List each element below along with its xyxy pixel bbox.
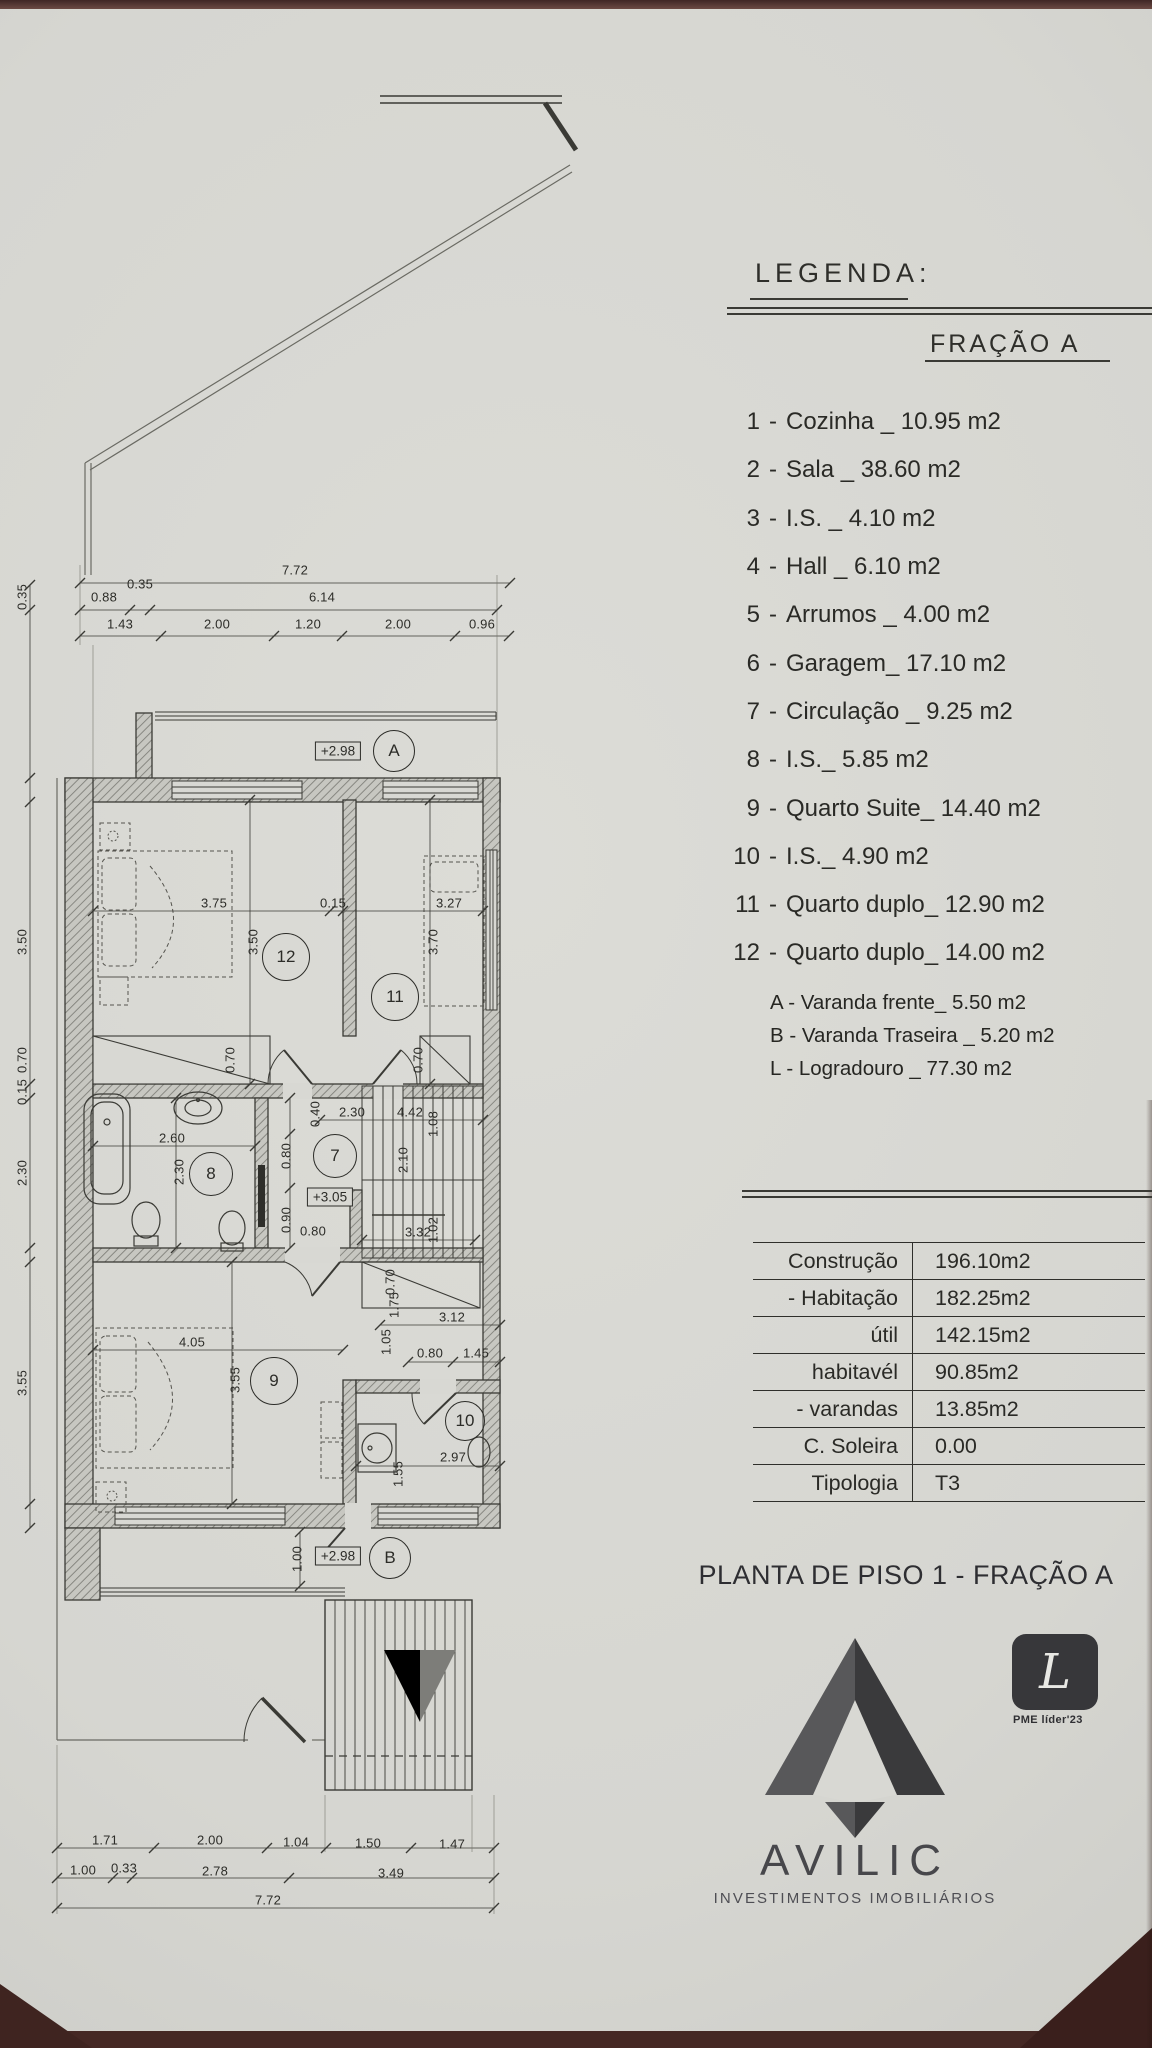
dimension-label: 1.71	[91, 1832, 119, 1848]
pme-lider-badge	[1012, 1634, 1098, 1710]
legend-item: 12 - Quarto duplo_ 14.00 m2	[733, 939, 1045, 967]
dimension-label: 2.30	[338, 1104, 366, 1120]
dimension-label: 1.05	[378, 1328, 394, 1356]
dimension-label: 1.00	[69, 1862, 97, 1878]
logo-tagline: INVESTIMENTOS IMOBILIÁRIOS	[713, 1890, 997, 1907]
dimension-label: 1.08	[425, 1110, 441, 1138]
dimension-label: 2.00	[203, 616, 231, 632]
dimension-label: 2.60	[158, 1130, 186, 1146]
balcony-balustrades	[100, 712, 496, 1596]
fraction-underline	[925, 360, 1110, 362]
areas-table	[753, 1242, 1145, 1502]
legend-rule-1	[727, 307, 1152, 309]
dimension-label: 4.05	[178, 1334, 206, 1350]
dimension-label: 2.78	[201, 1863, 229, 1879]
dimension-label: 3.32	[404, 1224, 432, 1240]
legend-item: 9 - Quarto Suite_ 14.40 m2	[746, 794, 1041, 822]
dimension-lines	[25, 562, 515, 1914]
pme-lider-badge-text: PME líder'23	[1013, 1714, 1083, 1726]
dimension-label: 0.96	[468, 616, 496, 632]
dimension-label: 0.70	[382, 1268, 398, 1296]
dimension-label: 0.15	[319, 895, 347, 911]
dimension-label: 0.80	[416, 1345, 444, 1361]
legend-item: 4 - Hall _ 6.10 m2	[746, 553, 941, 581]
legend-item-list	[712, 398, 1045, 978]
dimension-label: 2.00	[384, 616, 412, 632]
dimension-label: 0.80	[299, 1223, 327, 1239]
dimension-label: 4.42	[396, 1104, 424, 1120]
dimension-label: 0.33	[110, 1860, 138, 1876]
legend-item: 1 - Cozinha _ 10.95 m2	[746, 408, 1001, 436]
dimension-label: 3.75	[200, 895, 228, 911]
gate-top	[380, 96, 576, 150]
sheet-title: PLANTA DE PISO 1 - FRAÇÃO A	[698, 1560, 1114, 1590]
room-number-10: 10	[445, 1401, 485, 1441]
photo-bottom-edge	[0, 2031, 1152, 2048]
elevation-mark: +2.98	[315, 1547, 361, 1566]
elevation-mark: +2.98	[315, 742, 361, 761]
dimension-label: 0.70	[410, 1046, 426, 1074]
areas-table-row: - Habitação 182.25m2	[753, 1279, 1145, 1316]
legend-sub-item-list	[770, 986, 1055, 1085]
legend-sub-item: B - Varanda Traseira _ 5.20 m2	[770, 1023, 1055, 1047]
dimension-label: 2.30	[14, 1159, 30, 1187]
room-number-12: 12	[262, 933, 310, 981]
table-top-rule-1	[742, 1190, 1152, 1192]
dimension-label: 1.50	[354, 1835, 382, 1851]
dimension-label: 0.70	[14, 1046, 30, 1074]
stairs-exterior	[325, 1600, 472, 1790]
room-number-7: 7	[313, 1134, 357, 1178]
dimension-label: 2.00	[196, 1832, 224, 1848]
dimension-label: 1.02	[425, 1216, 441, 1244]
areas-table-row: - varandas 13.85m2	[753, 1390, 1145, 1427]
dimension-label: 0.90	[278, 1206, 294, 1234]
areas-table-row: C. Soleira 0.00	[753, 1427, 1145, 1464]
dimension-label: 7.72	[281, 562, 309, 578]
photo-right-edge-shadow	[1146, 1100, 1152, 2048]
dimension-label: 0.15	[14, 1078, 30, 1106]
dimension-label: 7.72	[254, 1892, 282, 1908]
dimension-label: 0.35	[126, 576, 154, 592]
legend-sub-item: L - Logradouro _ 77.30 m2	[770, 1056, 1012, 1080]
dimension-label: 3.27	[435, 895, 463, 911]
room-number-9: 9	[250, 1357, 298, 1405]
legend-item: 7 - Circulação _ 9.25 m2	[746, 697, 1013, 725]
areas-table-row: habitavél 90.85m2	[753, 1353, 1145, 1390]
dimension-label: 3.12	[438, 1309, 466, 1325]
dimension-label: 2.30	[171, 1158, 187, 1186]
dimension-label: 2.97	[439, 1449, 467, 1465]
legend-rule-2	[727, 313, 1152, 315]
photo-corner-bottom-right	[1020, 1928, 1152, 2048]
dimension-label: 0.88	[90, 589, 118, 605]
dimension-label: 0.35	[14, 583, 30, 611]
room-number-A: A	[373, 730, 415, 772]
dimension-label: 3.50	[14, 928, 30, 956]
dimension-label: 3.55	[14, 1369, 30, 1397]
dimension-label: 0.70	[222, 1046, 238, 1074]
areas-table-row: Construção 196.10m2	[753, 1242, 1145, 1279]
dimension-label: 1.45	[462, 1345, 490, 1361]
dimension-label: 2.10	[395, 1146, 411, 1174]
dimension-label: 1.43	[106, 616, 134, 632]
room-number-11: 11	[371, 973, 419, 1021]
table-top-rule-2	[742, 1196, 1152, 1198]
dimension-label: 3.50	[245, 928, 261, 956]
legend-item: 5 - Arrumos _ 4.00 m2	[746, 601, 991, 629]
wardrobes	[93, 1036, 480, 1308]
photo-corner-bottom-left	[0, 1984, 92, 2048]
dimension-label: 1.75	[386, 1291, 402, 1319]
legend-item: 10 - I.S._ 4.90 m2	[733, 842, 929, 870]
room-number-8: 8	[189, 1152, 233, 1196]
logo-name: AVILIC	[759, 1836, 951, 1885]
legend-item: 2 - Sala _ 38.60 m2	[746, 456, 961, 484]
legend-item: 8 - I.S._ 5.85 m2	[746, 746, 929, 774]
dimension-label: 6.14	[308, 589, 336, 605]
room-number-B: B	[369, 1537, 411, 1579]
dimension-label: 1.04	[282, 1834, 310, 1850]
dimension-label: 3.55	[227, 1366, 243, 1394]
dimension-label: 1.55	[390, 1460, 406, 1488]
legend-title-underline	[750, 298, 908, 300]
dimension-label: 3.70	[425, 928, 441, 956]
dimension-label: 1.20	[294, 616, 322, 632]
legend-item: 6 - Garagem_ 17.10 m2	[746, 649, 1007, 677]
avilic-logo-mark	[740, 1625, 980, 1845]
areas-table-row: útil 142.15m2	[753, 1316, 1145, 1353]
legend-sub-item: A - Varanda frente_ 5.50 m2	[770, 990, 1027, 1014]
elevation-mark: +3.05	[307, 1188, 353, 1207]
windows-and-openings	[115, 781, 497, 1529]
badge-letter: L	[1039, 1644, 1071, 1700]
dimension-label: 1.00	[289, 1545, 305, 1573]
legend-title: LEGENDA:	[755, 258, 932, 288]
dimension-label: 3.49	[377, 1865, 405, 1881]
areas-table-row: Tipologia T3	[753, 1464, 1145, 1502]
dimension-label: 0.80	[278, 1142, 294, 1170]
fraction-heading: FRAÇÃO A	[930, 330, 1081, 358]
legend-item: 3 - I.S. _ 4.10 m2	[746, 504, 936, 532]
legend-item: 11 - Quarto duplo_ 12.90 m2	[735, 891, 1045, 919]
dimension-label: 1.47	[438, 1836, 466, 1852]
dimension-label: 0.40	[307, 1100, 323, 1128]
